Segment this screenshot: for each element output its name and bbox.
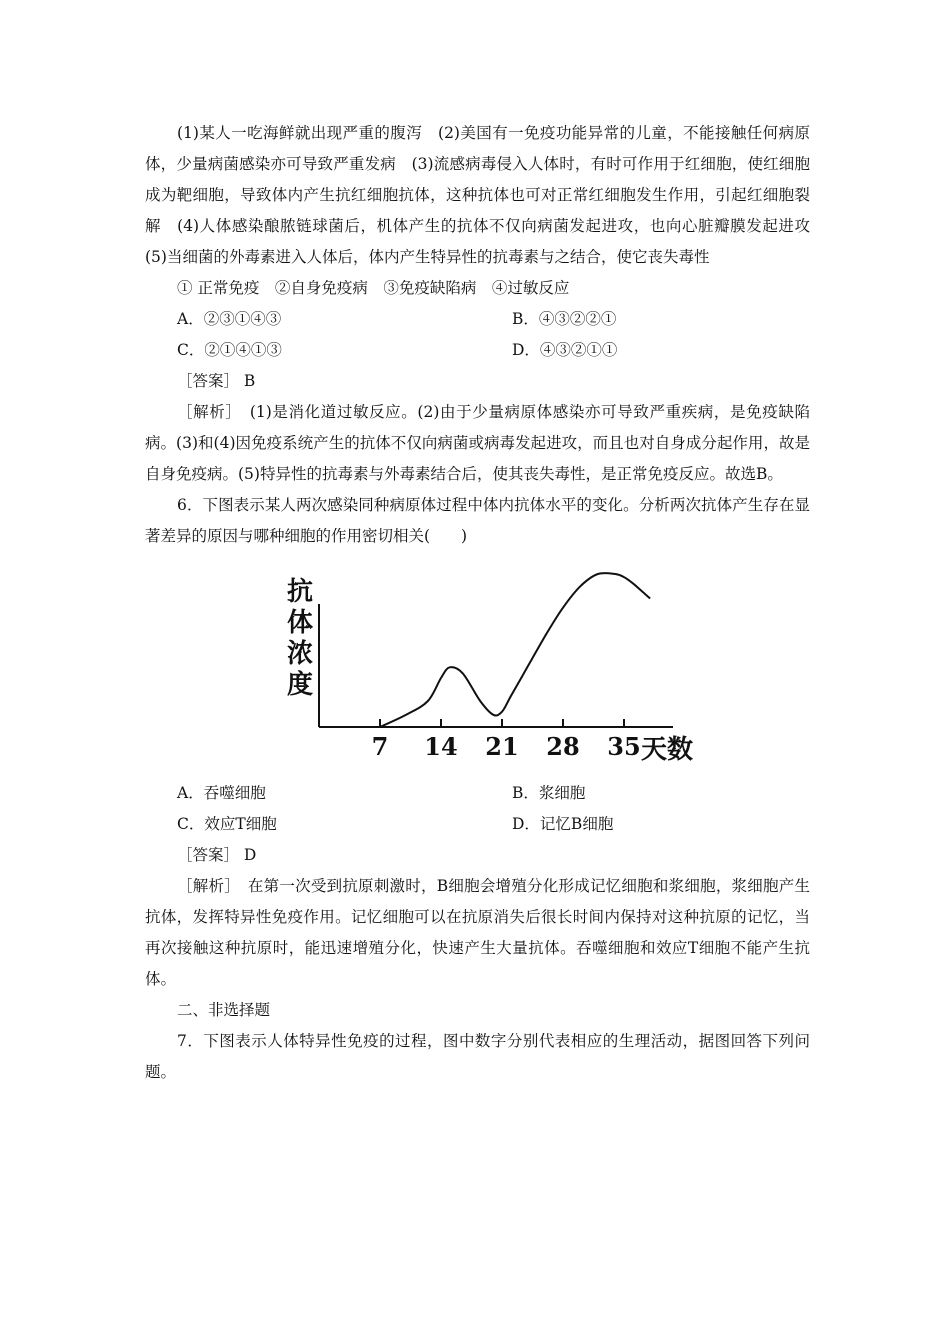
document-page xyxy=(145,118,826,1088)
q5-options-row-2 xyxy=(145,335,810,366)
y-axis-label xyxy=(287,577,313,700)
q6-analysis: ［解析］ 在第一次受到抗原刺激时，B细胞会增殖分化形成记忆细胞和浆细胞，浆细胞产生抗体，发挥特异性免疫作用。记忆细胞可以在抗原消失后很长时间内保持对这种抗原的记忆，当再次接触这种抗原时，能迅速增殖分化，快速产生大量抗体。吞噬细胞和效应T细胞不能产生抗体。 xyxy=(145,877,810,988)
q6-option-d: D．记忆B细胞 xyxy=(512,815,614,833)
x-tick-label: 14 xyxy=(424,732,458,761)
q5-analysis: ［解析］ (1)是消化道过敏反应。(2)由于少量病原体感染亦可导致严重疾病，是免疫缺陷病。(3)和(4)因免疫系统产生的抗体不仅向病菌或病毒发起进攻，而且也对自身成分起作用，故是自身免疫病。(5)特异性的抗毒素与外毒素结合后，使其丧失毒性，是正常免疫反应。故选B。 xyxy=(145,403,810,483)
q7-stem: 7．下图表示人体特异性免疫的过程，图中数字分别代表相应的生理活动，据图回答下列问题。 xyxy=(145,1032,810,1081)
antibody-chart xyxy=(145,562,810,772)
x-tick-label: 7 xyxy=(371,732,389,761)
q5-choices-line: ① 正常免疫 ②自身免疫病 ③免疫缺陷病 ④过敏反应 xyxy=(177,279,570,297)
q6-option-a: A．吞噬细胞 xyxy=(177,784,266,802)
x-axis-label: 天数 xyxy=(641,735,694,765)
x-tick-label: 28 xyxy=(546,732,580,761)
y-label-char: 浓 xyxy=(287,639,314,669)
y-label-char: 抗 xyxy=(287,577,314,607)
q6-options-row-2 xyxy=(145,809,810,840)
q6-answer: ［答案］ D xyxy=(177,846,257,864)
q5-option-b: B．④③②②① xyxy=(512,310,617,328)
q5-answer: ［答案］ B xyxy=(177,372,256,390)
antibody-curve xyxy=(380,573,650,727)
q5-stem: (1)某人一吃海鲜就出现严重的腹泻 (2)美国有一免疫功能异常的儿童，不能接触任何病原体，少量病菌感染亦可导致严重发病 (3)流感病毒侵入人体时，有时可作用于红细胞，使红细胞成为靶细胞，导致体内产生抗红细胞抗体，这种抗体也可对正常红细胞发生作用，引起红细胞裂解 (4)人体感染酿脓链球菌后，机体产生的抗体不仅向病菌发起进攻，也向心脏瓣膜发起进攻 (5)当细菌的外毒素进入人体后，体内产生特异性的抗毒素与之结合，使它丧失毒性 xyxy=(145,124,826,266)
q5-options-row-1 xyxy=(145,304,810,335)
q6-stem: 6．下图表示某人两次感染同种病原体过程中体内抗体水平的变化。分析两次抗体产生存在显著差异的原因与哪种细胞的作用密切相关( ) xyxy=(145,496,810,545)
antibody-chart-svg xyxy=(145,562,810,772)
q5-option-a: A．②③①④③ xyxy=(177,310,282,328)
y-label-char: 度 xyxy=(287,670,314,700)
q6-option-c: C．效应T细胞 xyxy=(177,815,277,833)
q6-option-b: B．浆细胞 xyxy=(512,784,586,802)
q6-options-row-1 xyxy=(145,778,810,809)
x-tick-label: 35 xyxy=(607,732,641,761)
y-label-char: 体 xyxy=(287,608,314,638)
x-axis-ticks xyxy=(372,719,641,761)
x-tick-label: 21 xyxy=(485,732,519,761)
section-heading: 二、非选择题 xyxy=(177,1001,271,1019)
q5-option-d: D．④③②①① xyxy=(512,341,618,359)
q5-option-c: C．②①④①③ xyxy=(177,341,282,359)
